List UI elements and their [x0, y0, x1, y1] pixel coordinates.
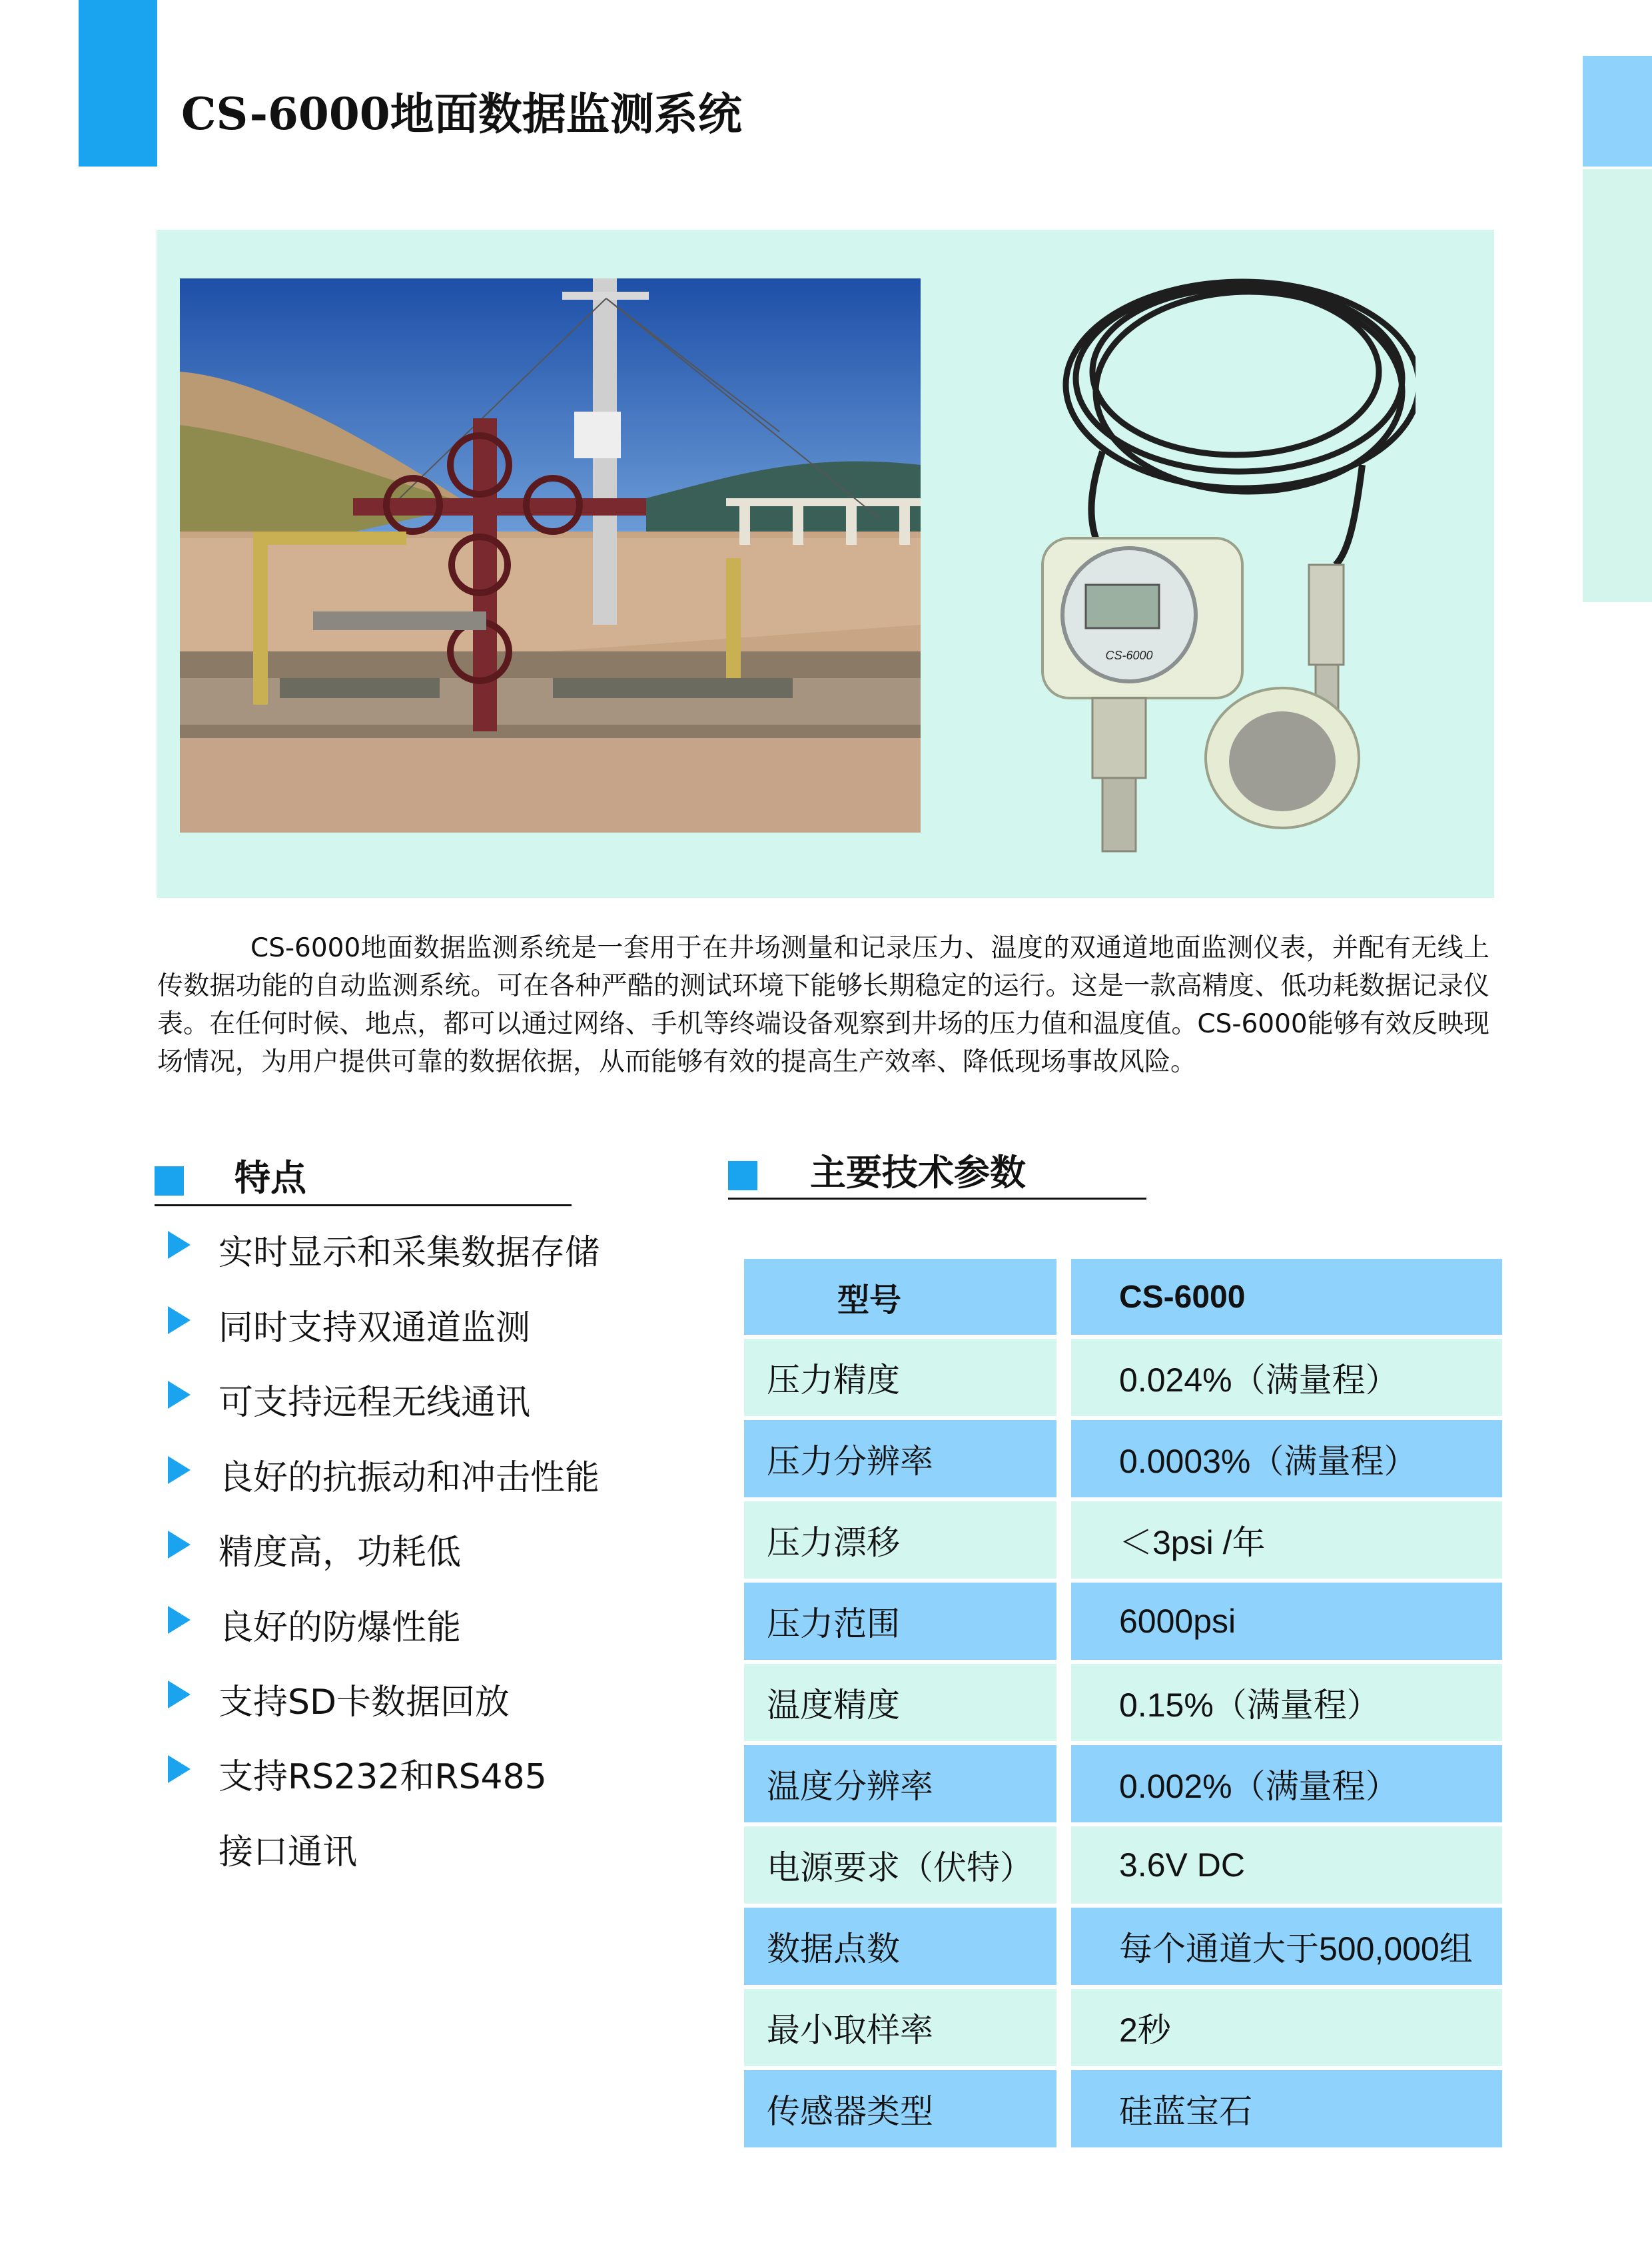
spec-label: 压力范围	[744, 1583, 1056, 1660]
spec-label: 电源要求（伏特）	[744, 1826, 1056, 1904]
bullet-arrow-icon	[168, 1456, 191, 1484]
title-accent-bar	[79, 0, 157, 167]
side-tab-marker	[1583, 56, 1652, 167]
spec-value: 0.0003%（满量程）	[1071, 1420, 1502, 1497]
features-heading: 特点	[234, 1157, 306, 1199]
spec-label: 压力精度	[744, 1339, 1056, 1416]
spec-value: ＜3psi /年	[1071, 1501, 1502, 1579]
feature-item: 同时支持双通道监测	[218, 1308, 531, 1348]
feature-item: 支持SD卡数据回放	[218, 1682, 510, 1722]
specs-heading-marker	[728, 1161, 757, 1190]
spec-label: 数据点数	[744, 1908, 1056, 1985]
bullet-arrow-icon	[168, 1681, 191, 1708]
side-tab-panel	[1583, 169, 1652, 602]
features-heading-marker	[155, 1166, 184, 1196]
spec-label: 温度分辨率	[744, 1745, 1056, 1822]
bullet-arrow-icon	[168, 1231, 191, 1259]
spec-value: 0.024%（满量程）	[1071, 1339, 1502, 1416]
specs-heading-underline	[728, 1198, 1146, 1200]
page-title: CS-6000地面数据监测系统	[181, 88, 742, 140]
spec-value: 每个通道大于500,000组	[1071, 1908, 1502, 1985]
feature-item: 良好的防爆性能	[218, 1608, 462, 1648]
device-model-label: CS-6000	[1105, 649, 1153, 662]
table-header-label: 型号	[744, 1259, 1056, 1335]
feature-item: 精度高，功耗低	[218, 1533, 462, 1573]
feature-item: 支持RS232和RS485	[218, 1757, 547, 1797]
table-header-value: CS-6000	[1071, 1259, 1502, 1335]
wellhead-photo	[180, 278, 921, 833]
bullet-arrow-icon	[168, 1606, 191, 1634]
specs-heading: 主要技术参数	[810, 1152, 1026, 1194]
spec-label: 传感器类型	[744, 2070, 1056, 2147]
spec-value: 硅蓝宝石	[1071, 2070, 1502, 2147]
device-photo	[1003, 252, 1416, 865]
bullet-arrow-icon	[168, 1381, 191, 1409]
spec-value: 2秒	[1071, 1989, 1502, 2066]
spec-value: 3.6V DC	[1071, 1826, 1502, 1904]
spec-label: 压力漂移	[744, 1501, 1056, 1579]
spec-value: 0.15%（满量程）	[1071, 1664, 1502, 1741]
feature-item: 良好的抗振动和冲击性能	[218, 1458, 600, 1498]
feature-item: 实时显示和采集数据存储	[218, 1233, 600, 1273]
spec-value: 0.002%（满量程）	[1071, 1745, 1502, 1822]
spec-value: 6000psi	[1071, 1583, 1502, 1660]
bullet-arrow-icon	[168, 1531, 191, 1559]
feature-item: 可支持远程无线通讯	[218, 1383, 531, 1423]
bullet-arrow-icon	[168, 1306, 191, 1334]
bullet-arrow-icon	[168, 1755, 191, 1783]
spec-label: 温度精度	[744, 1664, 1056, 1741]
spec-label: 最小取样率	[744, 1989, 1056, 2066]
features-heading-underline	[155, 1204, 572, 1206]
spec-label: 压力分辨率	[744, 1420, 1056, 1497]
feature-item-continuation: 接口通讯	[218, 1832, 358, 1872]
product-description: CS-6000地面数据监测系统是一套用于在井场测量和记录压力、温度的双通道地面监测仪表，并配有无线上传数据功能的自动监测系统。可在各种严酷的测试环境下能够长期稳定的运行。这是一款高精度、低功耗数据记录仪表。在任何时候、地点，都可以通过网络、手机等终端设备观察到井场的压力值和温度值。CS-6000能够有效反映现场情况，为用户提供可靠的数据依据，从而能够有效的提高生产效率、降低现场事故风险。	[157, 933, 1489, 1077]
